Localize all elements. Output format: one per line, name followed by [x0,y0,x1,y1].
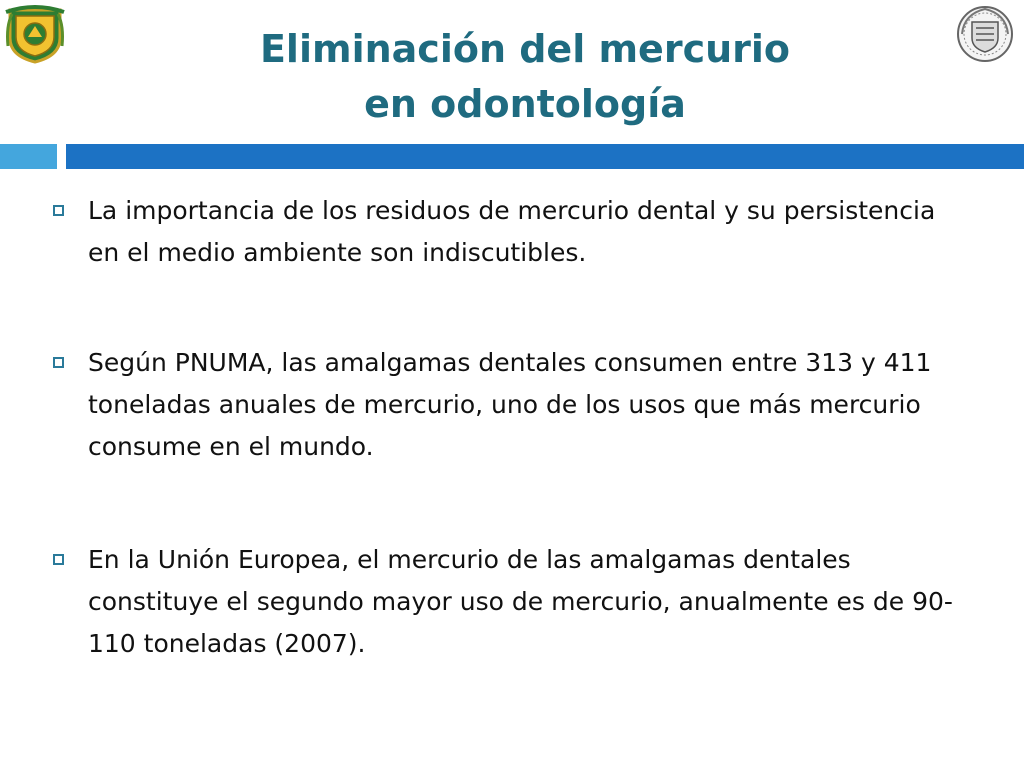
page-title [160,22,890,132]
faculty-seal-icon [954,4,1016,64]
square-bullet-icon [53,205,64,216]
square-bullet-icon [53,357,64,368]
accent-bar-small [0,144,57,169]
bullet-text: Según PNUMA, las amalgamas dentales consumen entre 313 y 411 toneladas anuales de mercurio, uno de los usos que más mercurio consume en el mundo. [88,348,932,461]
university-crest-icon [4,4,66,64]
title-line-1: Eliminación del mercurio [259,27,791,71]
title-line-2: en odontología [364,82,686,126]
bullet-text: La importancia de los residuos de mercurio dental y su persistencia en el medio ambiente son indiscutibles. [88,196,936,267]
square-bullet-icon [53,554,64,565]
bullet-text: En la Unión Europea, el mercurio de las amalgamas dentales constituye el segundo mayor uso de mercurio, anualmente es de 90-110 toneladas (2007). [88,545,953,658]
accent-bar-large [66,144,1024,169]
